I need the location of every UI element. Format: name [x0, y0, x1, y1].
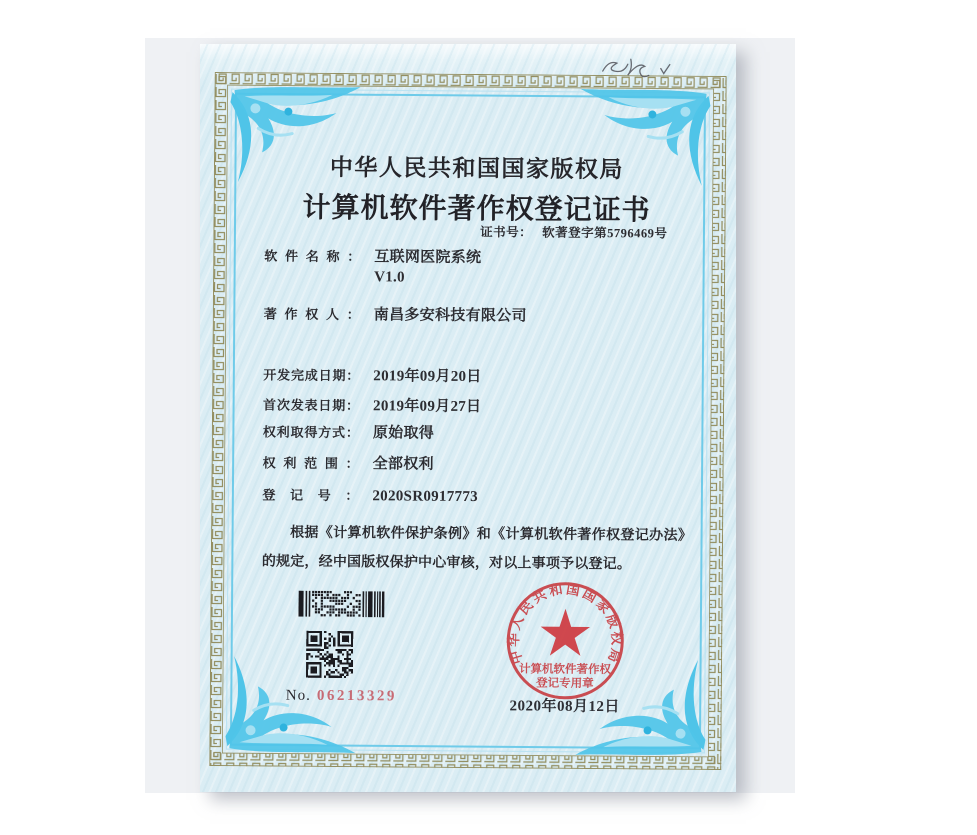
certificate-print-area	[197, 42, 739, 794]
field-label: 软件名称：	[264, 248, 361, 265]
certificate-paper	[200, 44, 736, 792]
certificate-title: 计算机软件著作权登记证书	[302, 192, 651, 227]
field-value: 全部权利	[372, 456, 434, 473]
qr-code-icon	[306, 631, 353, 678]
field-label: 权利取得方式：	[262, 424, 359, 441]
software-version: V1.0	[374, 269, 405, 286]
field-first-publication-date	[263, 395, 481, 417]
authority-name: 中华人民共和国国家版权局	[329, 154, 625, 183]
seal-star-icon	[540, 609, 590, 656]
handwritten-mark	[595, 53, 679, 82]
serial-value: 06213329	[316, 687, 397, 705]
seal-ring-text: 中华人民共和国国家版权局	[505, 581, 625, 667]
scan-background	[145, 38, 795, 793]
field-label: 登记号：	[262, 487, 359, 504]
certificate-number-label: 证书号：	[480, 225, 533, 240]
software-name: 互联网医院系统	[374, 249, 482, 267]
field-value: 南昌多安科技有限公司	[373, 307, 527, 325]
registration-statement: 根据《计算机软件保护条例》和《计算机软件著作权登记办法》的规定，经中国版权保护中心审核，对以上事项予以登记。	[261, 525, 693, 573]
serial-prefix: No.	[285, 687, 311, 704]
certificate-number-value: 软著登字第5796469号	[542, 225, 668, 241]
seal-center-line1: 计算机软件著作权	[518, 663, 612, 677]
field-label: 著作权人：	[263, 306, 360, 323]
field-completion-date	[263, 365, 481, 387]
field-value: 2019年09月27日	[373, 398, 482, 416]
field-rights-acquisition	[263, 422, 434, 443]
field-value: 2020SR0917773	[372, 488, 479, 506]
serial-number	[286, 688, 397, 706]
field-value: 2019年09月20日	[373, 368, 482, 386]
field-software-name	[264, 246, 481, 288]
field-label: 首次发表日期：	[263, 397, 360, 414]
seal-date: 2020年08月12日	[509, 698, 621, 716]
field-value	[374, 247, 481, 288]
field-value: 原始取得	[372, 425, 435, 442]
field-copyright-owner	[264, 304, 527, 326]
field-rights-scope	[263, 453, 434, 474]
field-label: 开发完成日期：	[263, 367, 360, 384]
certificate-number	[480, 222, 667, 241]
field-label: 权利范围：	[262, 455, 359, 472]
seal-center-line2: 登记专用章	[536, 677, 594, 690]
field-registration-number	[262, 485, 478, 507]
barcode	[298, 591, 384, 618]
